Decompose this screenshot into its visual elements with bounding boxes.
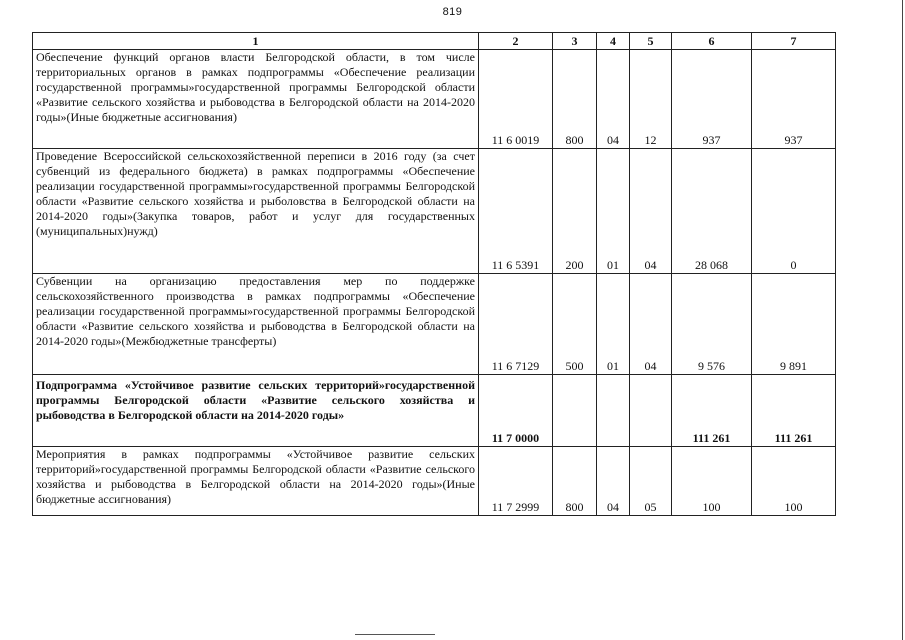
table-row [33,50,836,149]
col-header-5: 5 [630,33,672,50]
row-code: 11 6 7129 [479,274,553,375]
table-row [33,149,836,274]
row-description: Обеспечение функций органов власти Белгородской области, в том числе территориальных органов в рамках подпрограммы «Обеспечение реализации государственной программы»государственной программы Белгородской области «Развитие сельского хозяйства и рыбоводства в Белгородской области на 2014-2020 годы»(Иные бюджетные ассигнования) [33,50,479,149]
row-code: 11 7 2999 [479,447,553,516]
row-col5: 04 [630,274,672,375]
row-col4: 01 [597,149,630,274]
row-col3: 800 [553,50,597,149]
col-header-2: 2 [479,33,553,50]
row-description: Мероприятия в рамках подпрограммы «Устойчивое развитие сельских территорий»государственной программы Белгородской области «Развитие сельского хозяйства и рыбоводства в Белгородской области на 2014-2020 годы»(Иные бюджетные ассигнования) [33,447,479,516]
row-col5: 05 [630,447,672,516]
row-description: Подпрограмма «Устойчивое развитие сельских территорий»государственной программы Белгородской области «Развитие сельского хозяйства и рыбоводства в Белгородской области на 2014-2020 годы» [33,375,479,447]
row-col7: 937 [752,50,836,149]
row-code: 11 7 0000 [479,375,553,447]
row-code: 11 6 0019 [479,50,553,149]
scan-artifact [355,634,435,635]
row-col7: 111 261 [752,375,836,447]
row-col7: 0 [752,149,836,274]
page-number: 819 [442,6,463,18]
budget-table [32,32,836,516]
row-col6: 100 [672,447,752,516]
row-col3: 800 [553,447,597,516]
row-col6: 28 068 [672,149,752,274]
table-row [33,274,836,375]
col-header-7: 7 [752,33,836,50]
row-col4: 04 [597,50,630,149]
row-description: Проведение Всероссийской сельскохозяйственной переписи в 2016 году (за счет субвенций из федерального бюджета) в рамках подпрограммы «Обеспечение реализации государственной программы»государственной программы Белгородской области «Развитие сельского хозяйства и рыболовства в Белгородской области на 2014-2020 годы»(Закупка товаров, работ и услуг для государственных (муниципальных)нужд) [33,149,479,274]
row-col4: 01 [597,274,630,375]
table-row [33,447,836,516]
row-col4: 04 [597,447,630,516]
header-row [33,33,836,50]
col-header-4: 4 [597,33,630,50]
row-col6: 111 261 [672,375,752,447]
table-row-subprogram [33,375,836,447]
row-col5: 04 [630,149,672,274]
row-col3: 200 [553,149,597,274]
row-col3: 500 [553,274,597,375]
page-edge [902,0,903,640]
row-col6: 9 576 [672,274,752,375]
row-col4 [597,375,630,447]
row-col3 [553,375,597,447]
row-description: Субвенции на организацию предоставления мер по поддержке сельскохозяйственного производства в рамках подпрограммы «Обеспечение реализации государственной программы»государственной программы Белгородской области «Развитие сельского хозяйства и рыбоводства в Белгородской области на 2014-2020 годы»(Межбюджетные трансферты) [33,274,479,375]
row-col7: 100 [752,447,836,516]
row-code: 11 6 5391 [479,149,553,274]
row-col6: 937 [672,50,752,149]
row-col5 [630,375,672,447]
row-col5: 12 [630,50,672,149]
row-col7: 9 891 [752,274,836,375]
col-header-1: 1 [33,33,479,50]
col-header-3: 3 [553,33,597,50]
col-header-6: 6 [672,33,752,50]
